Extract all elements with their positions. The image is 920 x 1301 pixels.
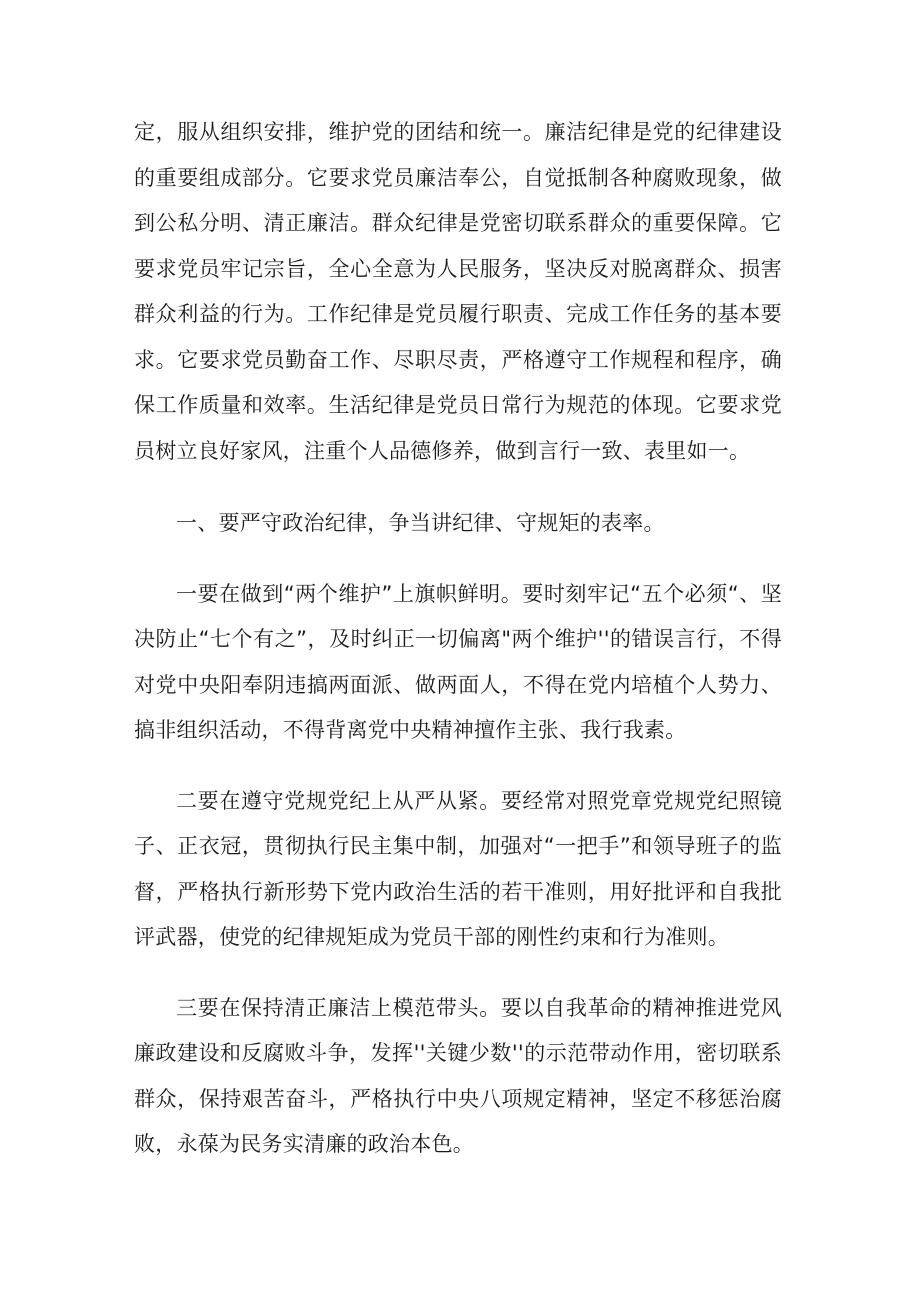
- document-body: [134, 110, 782, 1168]
- paragraph-two-safeguards: 一要在做到“两个维护”上旗帜鲜明。要时刻牢记“五个必须“、坚决防止“七个有之”，及时纠正一切偏离"两个维护''的错误言行，不得对党中央阳奉阴违搞两面派、做两面人，不得在党内培植个人势力、搞非组织活动，不得背离党中央精神擅作主张、我行我素。: [134, 581, 782, 742]
- paragraph-party-rules: 二要在遵守党规党纪上从严从紧。要经常对照党章党规党纪照镜子、正衣冠，贯彻执行民主集中制，加强对“一把手”和领导班子的监督，严格执行新形势下党内政治生活的若干准则，用好批评和自我批评武器，使党的纪律规矩成为党员干部的刚性约束和行为准则。: [134, 788, 782, 949]
- paragraph-discipline-overview: 定，服从组织安排，维护党的团结和统一。廉洁纪律是党的纪律建设的重要组成部分。它要求党员廉洁奉公，自觉抵制各种腐败现象，做到公私分明、清正廉洁。群众纪律是党密切联系群众的重要保障。它要求党员牢记宗旨，全心全意为人民服务，坚决反对脱离群众、损害群众利益的行为。工作纪律是党员履行职责、完成工作任务的基本要求。它要求党员勤奋工作、尽职尽责，严格遵守工作规程和程序，确保工作质量和效率。生活纪律是党员日常行为规范的体现。它要求党员树立良好家风，注重个人品德修养，做到言行一致、表里如一。: [134, 120, 782, 463]
- section-heading-political-discipline: 一、要严守政治纪律，争当讲纪律、守规矩的表率。: [176, 511, 665, 535]
- paragraph-integrity: 三要在保持清正廉洁上模范带头。要以自我革命的精神推进党风廉政建设和反腐败斗争，发挥''关键少数''的示范带动作用，密切联系群众，保持艰苦奋斗，严格执行中央八项规定精神，坚定不移惩治腐败，永葆为民务实清廉的政治本色。: [134, 995, 782, 1156]
